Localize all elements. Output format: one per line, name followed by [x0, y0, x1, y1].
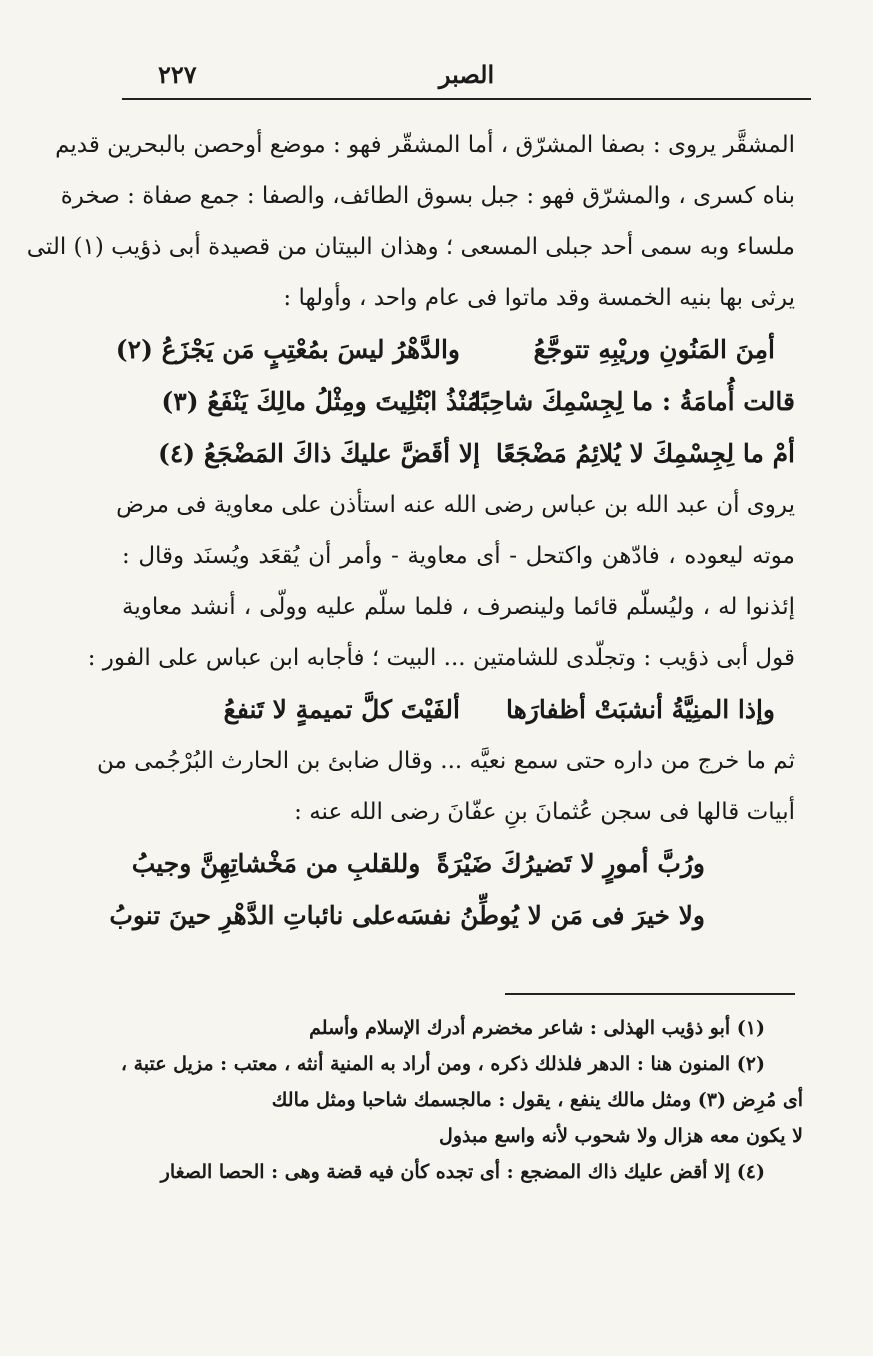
hemistich-second: إلا أقَضَّ عليكَ ذاكَ المَضْجَعُ (٤): [158, 439, 480, 468]
verse-line: [109, 890, 795, 942]
footnote: (١) أبو ذؤيب الهذلى : شاعر مخضرم أدرك الإسلام وأسلم: [309, 1017, 765, 1039]
footnote: (٢) المنون هنا : الدهر فلذلك ذكره ، ومن أراد به المنية أنثه ، معتب : مزيل عتبة ،: [120, 1053, 765, 1075]
verse-line: [122, 376, 795, 428]
footnote-divider: [505, 993, 795, 995]
verse-line: [122, 428, 795, 480]
verse-line: [115, 324, 795, 376]
text-line: موته ليعوده ، فادّهن واكتحل - أى معاوية - وأمر أن يُقعَد ويُسنَد وقال :: [122, 543, 795, 569]
verse-line: [122, 838, 795, 890]
footnote: (٤) إلا أقض عليك ذاك المضجع : أى تجده كأن فيه قضة وهى : الحصا الصغار: [160, 1161, 765, 1183]
hemistich-second: والدَّهْرُ ليسَ بمُعْتِبٍ مَن يَجْزَعُ (٢): [115, 335, 460, 364]
text-line: ثم ما خرج من داره حتى سمع نعيَّه ... وقال ضابئ بن الحارث البُرْجُمى من: [97, 748, 795, 774]
hemistich-second: مُنْذُ ابْتُلِيتَ ومِثْلُ مالِكَ يَنْفَعُ (٣): [161, 387, 480, 416]
footnotes: [110, 1010, 803, 1190]
hemistich-first: وإذا المنِيَّةُ أنشبَتْ أظفارَها: [506, 695, 775, 724]
text-line: بناه كسرى ، والمشرّق فهو : جبل بسوق الطائف، والصفا : جمع صفاة : صخرة: [60, 183, 795, 209]
text-line: يروى أن عبد الله بن عباس رضى الله عنه استأذن على معاوية فى مرض: [116, 492, 795, 518]
hemistich-first: أمِنَ المَنُونِ وريْبِهِ تتوجَّعُ: [533, 335, 775, 364]
hemistich-second: ألفَيْتَ كلَّ تميمةٍ لا تَنفعُ: [223, 695, 460, 724]
hemistich-second: وللقلبِ من مَخْشاتِهِنَّ وجيبُ: [131, 849, 421, 878]
hemistich-first: أمْ ما لِجِسْمِكَ لا يُلائِمُ مَضْجَعًا: [495, 439, 795, 468]
page-number: ٢٢٧: [158, 60, 197, 89]
text-line: قول أبى ذؤيب : وتجلّدى للشامتين ... البيت ؛ فأجابه ابن عباس على الفور :: [87, 645, 795, 671]
hemistich-first: ولا خيرَ فى مَن لا يُوطِّنُ نفسَه: [396, 901, 705, 930]
footnote: أى مُرِض (٣) ومثل مالك ينفع ، يقول : مالجسمك شاحبا ومثل مالك: [271, 1089, 803, 1111]
text-line: ملساء وبه سمى أحد جبلى المسعى ؛ وهذان البيتان من قصيدة أبى ذؤيب (١) التى: [26, 234, 795, 260]
footnote: لا يكون معه هزال ولا شحوب لأنه واسع مبذول: [439, 1125, 803, 1147]
main-text: [26, 120, 795, 942]
text-line: المشقَّر يروى : بصفا المشرّق ، أما المشقّر فهو : موضع أوحصن بالبحرين قديم: [55, 132, 795, 158]
page-header: [122, 58, 811, 100]
hemistich-second: على نائباتِ الدَّهْرِ حينَ تنوبُ: [109, 901, 397, 930]
text-line: يرثى بها بنيه الخمسة وقد ماتوا فى عام واحد ، وأولها :: [283, 285, 795, 311]
text-line: إئذنوا له ، وليُسلّم قائما ولينصرف ، فلما سلّم عليه وولّى ، أنشد معاوية: [122, 594, 795, 620]
page-title: الصبر: [438, 60, 495, 89]
verse-line: [122, 684, 795, 736]
hemistich-first: قالت أُمامَةُ : ما لِجِسْمِكَ شاحِبًا: [474, 387, 795, 416]
text-line: أبيات قالها فى سجن عُثمانَ بنِ عفّانَ رضى الله عنه :: [294, 799, 795, 825]
hemistich-first: ورُبَّ أمورٍ لا تَضيرُكَ ضَيْرَةً: [436, 849, 705, 878]
